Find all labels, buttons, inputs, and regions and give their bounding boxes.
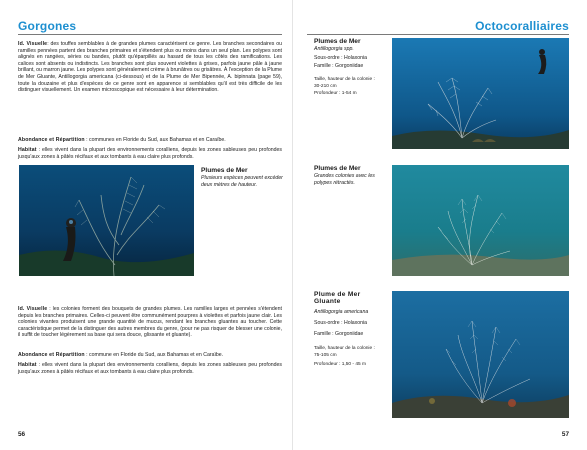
entry2-title: Plumes de Mer: [314, 165, 361, 172]
section-title-left: Gorgones: [18, 19, 77, 33]
id-visuelle-paragraph-2: [18, 306, 282, 339]
entry1-depth: Profondeur : 1-54 m: [314, 91, 357, 96]
entry3-size-label: Taille, hauteur de la colonie :: [314, 346, 375, 351]
entry2-subtitle: Grandes colonies avec les polypes rétractés.: [314, 173, 375, 186]
section-title-right: Octocoralliaires: [475, 19, 569, 33]
left-page: [0, 0, 293, 450]
entry1-family: Famille : Gorgoniidae: [314, 63, 364, 69]
habitat-label-2: Habitat: [18, 362, 37, 368]
entry3-title-line2: Gluante: [314, 298, 341, 305]
entry3-species: Antillogorgia americana: [314, 309, 369, 315]
photo-sea-plumes-diver: [19, 165, 194, 276]
entry1-species: Antillogorgia spp.: [314, 46, 354, 52]
habitat-label: Habitat: [18, 147, 37, 153]
abundance-text: : communes en Floride du Sud, aux Bahamas et en Caraïbe.: [84, 137, 226, 143]
photo-entry1-sea-plume: [392, 38, 569, 149]
habitat-paragraph-1: [18, 147, 282, 160]
entry1-suborder: Sous-ordre : Holaxonia: [314, 55, 368, 61]
id-label: Id. Visuelle: [18, 41, 48, 47]
header-rule-right: [307, 34, 569, 35]
abundance-text-2: : commune en Floride du Sud, aux Bahamas et en Caraïbe.: [84, 352, 224, 358]
photo-caption-title: Plumes de Mer: [201, 167, 248, 174]
id-label-2: Id. Visuelle: [18, 306, 48, 312]
habitat-text: : elles vivent dans la plupart des environnements coralliens, depuis les zones sableuses peu profondes jusqu'aux zones à pâtés récifaux et aux tombants à eau claire plus profonds.: [18, 147, 282, 160]
entry3-family: Famille : Gorgoniidae: [314, 331, 364, 337]
id-text-2: : les colonies forment des bouquets de grandes plumes. Les ramilles larges et pennées s'étendent depuis les branches primaires. Celles-ci peuvent être communément pourpres à violettes et parfois jaune clair. Les colonies vivantes produisent une grande quantité de mucus, rendant les branches gluantes au toucher. Cette caractéristique permet de la distinguer des autres membres du genre, (pour ne pas risquer de blesser une colonie, il suffit de toucher légèrement sa base qui sera douce, glissante et gluante).: [18, 306, 283, 339]
header-rule-left: [18, 34, 282, 35]
abundance-paragraph-2: [18, 352, 282, 359]
photo-entry3-sea-plume: [392, 291, 569, 418]
abundance-label: Abondance et Répartition: [18, 137, 85, 143]
entry3-size-value: 75-105 cm: [314, 353, 337, 358]
page-number-left: 56: [18, 431, 26, 438]
photo-caption-subtitle: Plusieurs espèces peuvent excéder deux mètres de hauteur.: [201, 175, 283, 188]
habitat-paragraph-2: [18, 362, 282, 375]
right-page: [293, 0, 587, 450]
entry1-size-label: Taille, hauteur de la colonie :: [314, 77, 375, 82]
abundance-label-2: Abondance et Répartition: [18, 352, 85, 358]
id-visuelle-paragraph-1: [18, 41, 282, 94]
abundance-paragraph-1: [18, 137, 282, 144]
entry3-suborder: Sous-ordre : Holaxonia: [314, 320, 368, 326]
entry1-title: Plumes de Mer: [314, 38, 361, 45]
entry3-depth: Profondeur : 1,50 - 45 m: [314, 362, 366, 367]
page-number-right: 57: [561, 431, 569, 438]
entry3-title-line1: Plume de Mer: [314, 291, 361, 298]
entry1-size-value: 30-210 cm: [314, 84, 337, 89]
habitat-text-2: : elles vivent dans la plupart des environnements coralliens, depuis les zones sableuses peu profondes jusqu'aux zones à pâtés récifaux et aux tombants à eau claire plus profonds.: [18, 362, 282, 375]
photo-entry2-sea-plume: [392, 165, 569, 276]
id-text: : des touffes semblables à de grandes plumes caractérisent ce genre. Les branches secondaires ou ramilles pennées partent des branches primaires et s'étendent plus ou moins dans un seul plan. Les polypes sont alignés en rangées, séries ou bandes, plutôt qu'éparpillés au hasard de tous les côtés des ramifications. Les calices sont absents ou indistincts. Les branches sont plus souvent violettes à grises, parfois jaune pâle à jaune brillant, ou marron jaune. Les polypes sont généralement crème à brunâtres ou grisâtres. À l'exception de la Plume de Mer Gluante, Antillogorgia americana (ci-dessous) et de la Plume de Mer Bipennée, A. bipinnata (page 59), toute la douzaine et plus d'espèces de ce genre sont en apparence si semblables qu'il est très difficile de les distinguer visuellement. Un examen microscopique est nécessaire à leur détermination.: [18, 41, 283, 94]
